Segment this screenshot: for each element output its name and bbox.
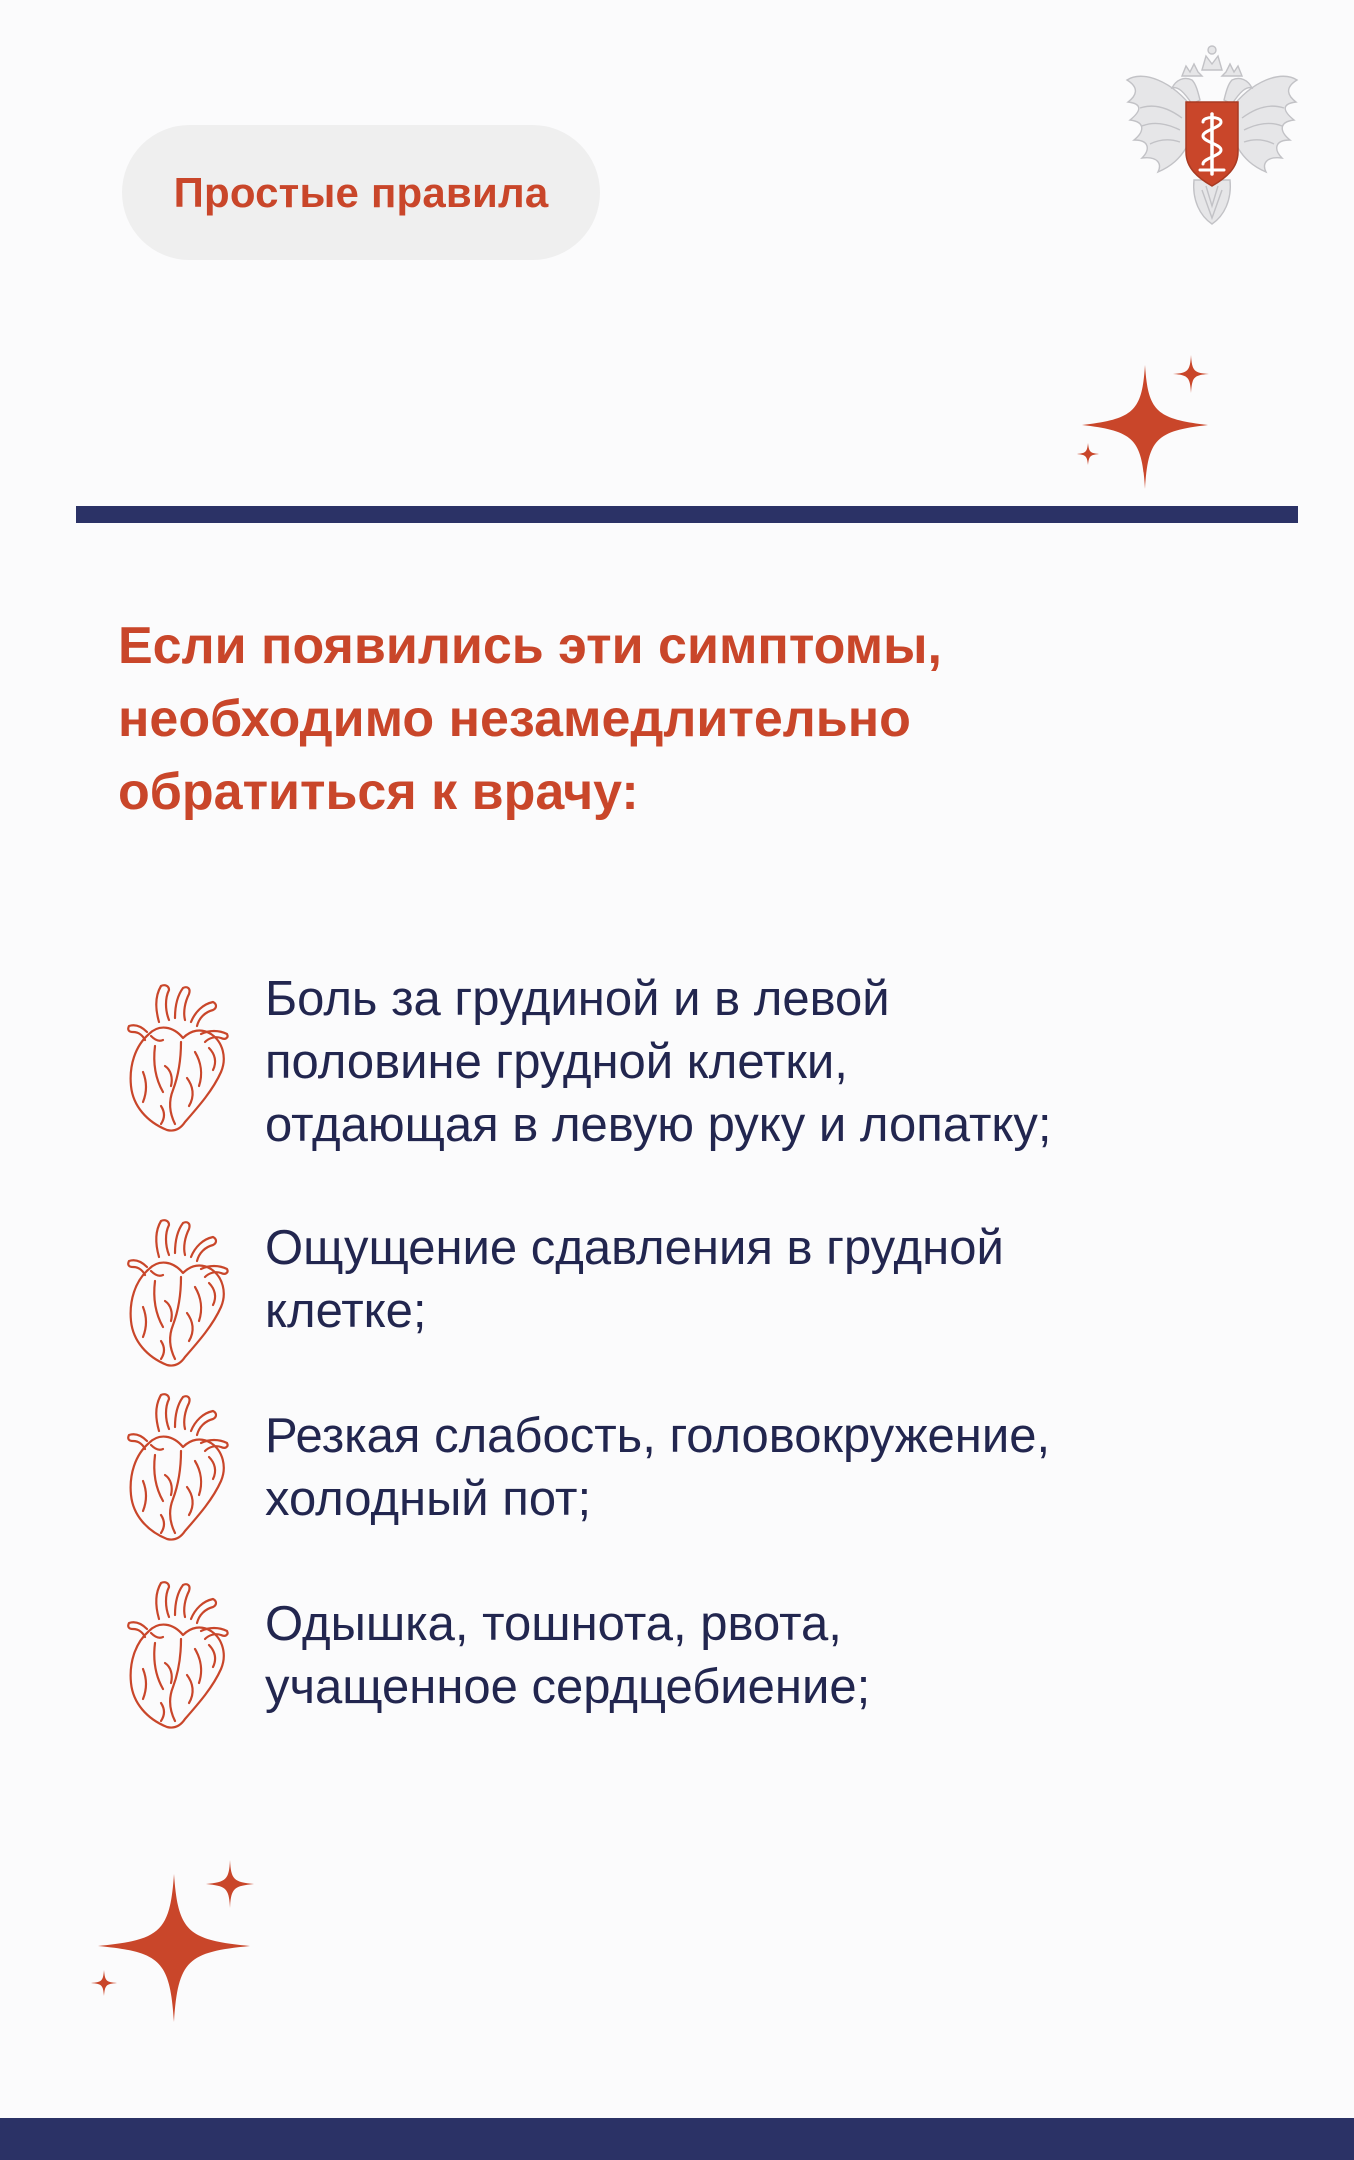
symptom-text bbox=[265, 1405, 1265, 1531]
symptom-line: половине грудной клетки, bbox=[265, 1035, 848, 1089]
footer-band bbox=[0, 2118, 1354, 2160]
symptom-item bbox=[125, 968, 1265, 1152]
symptom-line: Резкая слабость, головокружение, bbox=[265, 1409, 1051, 1463]
symptom-item bbox=[125, 1593, 1265, 1763]
headline bbox=[118, 610, 1238, 829]
headline-line: Если появились эти симптомы, bbox=[118, 617, 943, 675]
symptom-line: холодный пот; bbox=[265, 1472, 592, 1526]
ministry-emblem-icon bbox=[1122, 40, 1302, 230]
symptom-line: Боль за грудиной и в левой bbox=[265, 972, 890, 1026]
symptom-item bbox=[125, 1217, 1265, 1387]
sparkle-icon bbox=[1070, 355, 1220, 495]
symptom-line: клетке; bbox=[265, 1284, 427, 1338]
headline-line: обратиться к врачу: bbox=[118, 763, 639, 821]
symptom-line: Одышка, тошнота, рвота, bbox=[265, 1597, 842, 1651]
symptom-line: Ощущение сдавления в грудной bbox=[265, 1221, 1004, 1275]
rules-tag-label: Простые правила bbox=[173, 168, 549, 216]
heart-icon bbox=[125, 982, 235, 1132]
divider-rule bbox=[76, 506, 1298, 523]
heart-icon bbox=[125, 1217, 235, 1367]
symptom-line: отдающая в левую руку и лопатку; bbox=[265, 1098, 1052, 1152]
rules-tag bbox=[122, 125, 600, 260]
heart-icon bbox=[125, 1391, 235, 1541]
symptom-item bbox=[125, 1405, 1265, 1575]
symptom-line: учащенное сердцебиение; bbox=[265, 1660, 871, 1714]
symptom-text bbox=[265, 1593, 1265, 1719]
symptom-text bbox=[265, 1217, 1265, 1343]
symptom-text bbox=[265, 968, 1265, 1157]
heart-icon bbox=[125, 1579, 235, 1729]
sparkle-icon bbox=[82, 1860, 272, 2030]
headline-line: необходимо незамедлительно bbox=[118, 690, 911, 748]
